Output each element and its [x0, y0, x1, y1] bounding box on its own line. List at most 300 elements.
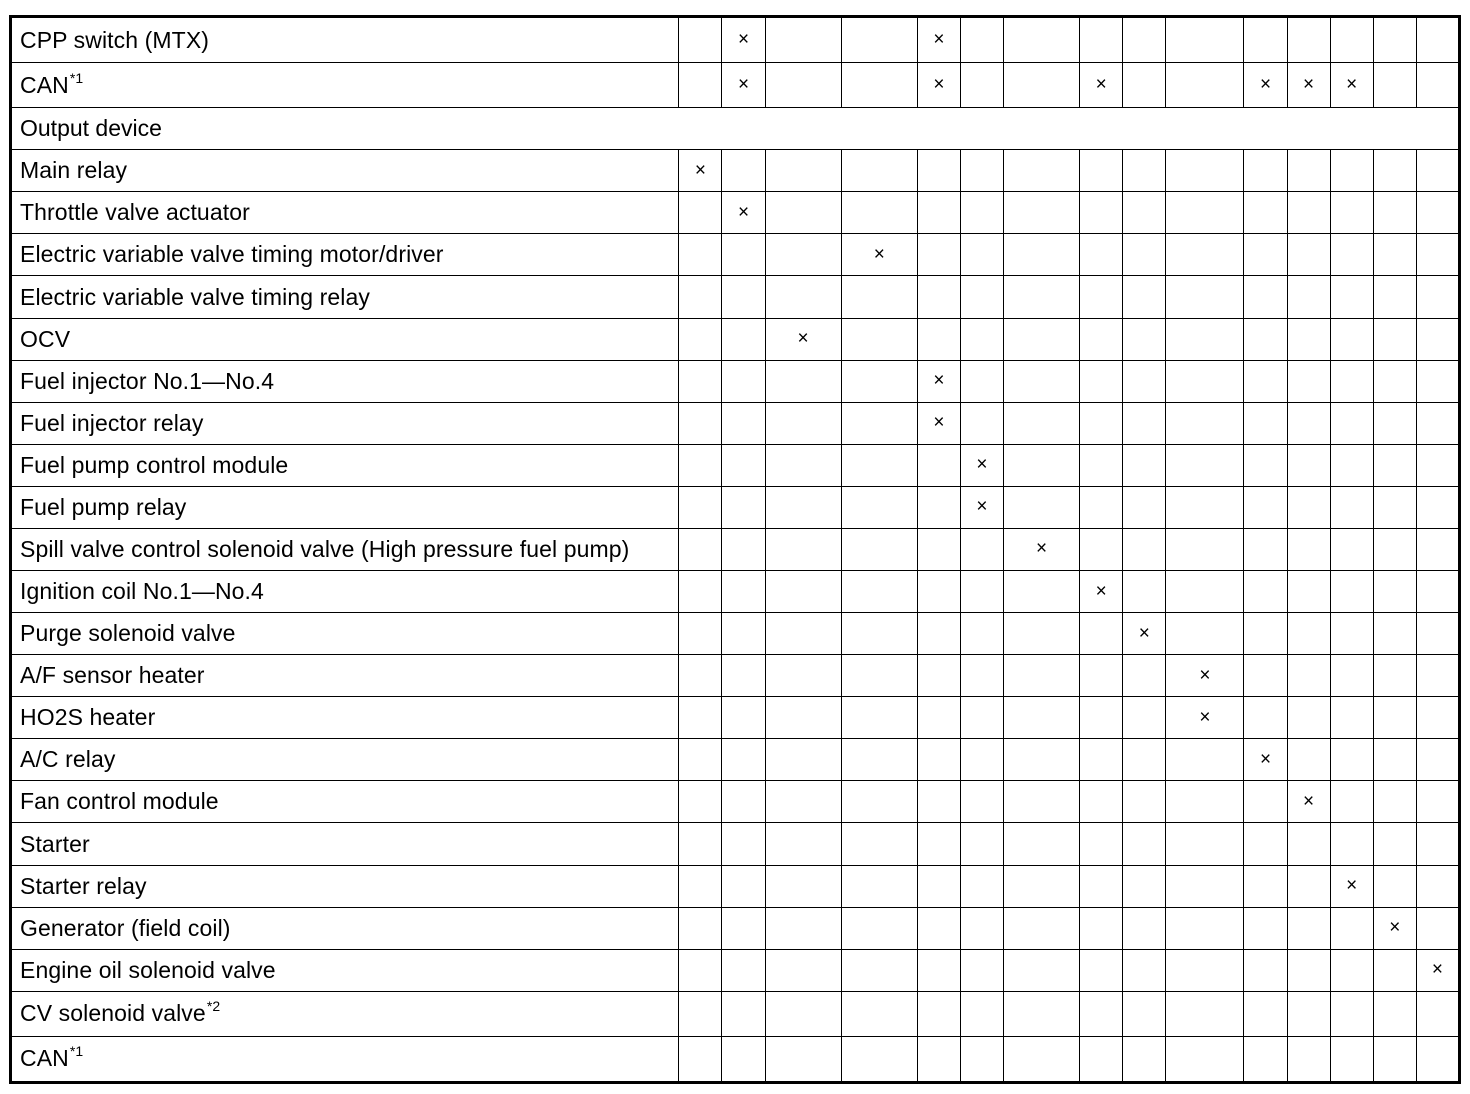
empty-cell [1287, 234, 1330, 276]
empty-cell [679, 17, 722, 63]
table-row [11, 823, 1460, 865]
empty-cell [1287, 1036, 1330, 1082]
empty-cell [1080, 991, 1123, 1036]
empty-cell [1373, 486, 1416, 528]
empty-cell [1373, 17, 1416, 63]
check-mark-cell: × [1166, 697, 1244, 739]
empty-cell [1123, 360, 1166, 402]
empty-cell [1166, 1036, 1244, 1082]
empty-cell [1080, 486, 1123, 528]
empty-cell [1330, 907, 1373, 949]
empty-cell [1416, 528, 1459, 570]
empty-cell [1166, 276, 1244, 318]
empty-cell [722, 276, 765, 318]
empty-cell [841, 444, 917, 486]
table-row [11, 150, 1460, 192]
check-mark-cell: × [1244, 739, 1287, 781]
empty-cell [1330, 1036, 1373, 1082]
empty-cell [841, 1036, 917, 1082]
empty-cell [679, 907, 722, 949]
empty-cell [1287, 697, 1330, 739]
empty-cell [1373, 234, 1416, 276]
row-label-text: Main relay [20, 157, 128, 184]
empty-cell [679, 613, 722, 655]
empty-cell [765, 486, 841, 528]
table-row [11, 360, 1460, 402]
empty-cell [1330, 402, 1373, 444]
empty-cell [679, 865, 722, 907]
check-mark-cell: × [1330, 865, 1373, 907]
empty-cell [1416, 655, 1459, 697]
empty-cell [1416, 1036, 1459, 1082]
check-mark-cell: × [1123, 613, 1166, 655]
empty-cell [1166, 360, 1244, 402]
row-label [11, 907, 679, 949]
empty-cell [841, 865, 917, 907]
empty-cell [917, 276, 960, 318]
empty-cell [917, 318, 960, 360]
empty-cell [765, 781, 841, 823]
empty-cell [841, 613, 917, 655]
empty-cell [917, 865, 960, 907]
empty-cell [917, 655, 960, 697]
empty-cell [765, 823, 841, 865]
empty-cell [1004, 192, 1080, 234]
check-mark-cell: × [722, 17, 765, 63]
row-label [11, 444, 679, 486]
empty-cell [765, 402, 841, 444]
empty-cell [1287, 907, 1330, 949]
empty-cell [1416, 781, 1459, 823]
empty-cell [1004, 655, 1080, 697]
empty-cell [1166, 444, 1244, 486]
empty-cell [960, 739, 1003, 781]
row-label-text: Throttle valve actuator [20, 199, 250, 226]
empty-cell [1004, 907, 1080, 949]
empty-cell [765, 276, 841, 318]
empty-cell [1123, 402, 1166, 444]
empty-cell [841, 63, 917, 108]
empty-cell [1416, 192, 1459, 234]
empty-cell [1080, 192, 1123, 234]
empty-cell [917, 739, 960, 781]
empty-cell [1004, 360, 1080, 402]
empty-cell [722, 781, 765, 823]
row-label [11, 486, 679, 528]
empty-cell [960, 234, 1003, 276]
empty-cell [1080, 234, 1123, 276]
table-row [11, 613, 1460, 655]
empty-cell [1166, 865, 1244, 907]
empty-cell [1004, 991, 1080, 1036]
empty-cell [679, 739, 722, 781]
empty-cell [1416, 991, 1459, 1036]
empty-cell [1123, 949, 1166, 991]
empty-cell [1287, 192, 1330, 234]
empty-cell [679, 697, 722, 739]
empty-cell [841, 276, 917, 318]
empty-cell [765, 613, 841, 655]
empty-cell [1004, 823, 1080, 865]
empty-cell [1123, 486, 1166, 528]
empty-cell [1416, 823, 1459, 865]
empty-cell [960, 907, 1003, 949]
empty-cell [1004, 739, 1080, 781]
empty-cell [841, 318, 917, 360]
empty-cell [1123, 528, 1166, 570]
empty-cell [722, 234, 765, 276]
empty-cell [1244, 991, 1287, 1036]
empty-cell [1166, 150, 1244, 192]
empty-cell [679, 823, 722, 865]
empty-cell [1373, 865, 1416, 907]
empty-cell [1123, 823, 1166, 865]
empty-cell [1166, 613, 1244, 655]
check-mark-cell: × [722, 192, 765, 234]
empty-cell [1004, 613, 1080, 655]
row-label-text: A/C relay [20, 746, 116, 773]
empty-cell [1416, 360, 1459, 402]
empty-cell [1080, 739, 1123, 781]
empty-cell [1416, 318, 1459, 360]
empty-cell [1330, 360, 1373, 402]
empty-cell [917, 613, 960, 655]
row-label [11, 192, 679, 234]
empty-cell [1080, 781, 1123, 823]
table-row [11, 949, 1460, 991]
check-mark-cell: × [1416, 949, 1459, 991]
empty-cell [1244, 865, 1287, 907]
table-row [11, 486, 1460, 528]
check-mark-cell: × [841, 234, 917, 276]
empty-cell [1373, 823, 1416, 865]
empty-cell [765, 360, 841, 402]
row-label-text: Fan control module [20, 788, 219, 815]
empty-cell [960, 781, 1003, 823]
empty-cell [841, 739, 917, 781]
table-row [11, 865, 1460, 907]
empty-cell [960, 318, 1003, 360]
empty-cell [765, 991, 841, 1036]
empty-cell [765, 697, 841, 739]
empty-cell [1330, 528, 1373, 570]
empty-cell [1004, 571, 1080, 613]
empty-cell [917, 1036, 960, 1082]
empty-cell [841, 781, 917, 823]
row-label [11, 781, 679, 823]
row-label [11, 63, 679, 108]
empty-cell [765, 192, 841, 234]
empty-cell [1373, 697, 1416, 739]
empty-cell [917, 234, 960, 276]
empty-cell [841, 823, 917, 865]
empty-cell [1244, 907, 1287, 949]
empty-cell [722, 318, 765, 360]
empty-cell [1244, 949, 1287, 991]
empty-cell [765, 528, 841, 570]
empty-cell [1244, 528, 1287, 570]
row-label [11, 360, 679, 402]
row-label-text: A/F sensor heater [20, 662, 205, 689]
empty-cell [917, 781, 960, 823]
row-label-text: CAN [20, 1045, 69, 1072]
empty-cell [1287, 360, 1330, 402]
empty-cell [841, 991, 917, 1036]
footnote-marker: *1 [69, 1043, 84, 1060]
empty-cell [1330, 17, 1373, 63]
row-label-text: Fuel injector No.1—No.4 [20, 367, 275, 394]
row-label [11, 17, 679, 63]
empty-cell [1080, 276, 1123, 318]
empty-cell [960, 192, 1003, 234]
check-mark-cell: × [917, 402, 960, 444]
empty-cell [1080, 444, 1123, 486]
empty-cell [1004, 150, 1080, 192]
empty-cell [1244, 192, 1287, 234]
empty-cell [1416, 444, 1459, 486]
empty-cell [722, 613, 765, 655]
section-header-row [11, 108, 1460, 150]
empty-cell [722, 949, 765, 991]
empty-cell [1123, 150, 1166, 192]
empty-cell [722, 444, 765, 486]
footnote-marker: *2 [206, 998, 221, 1015]
empty-cell [1287, 402, 1330, 444]
empty-cell [841, 571, 917, 613]
row-label-text: Electric variable valve timing relay [20, 283, 371, 310]
row-label [11, 739, 679, 781]
empty-cell [1373, 360, 1416, 402]
row-label-text: Fuel pump relay [20, 493, 187, 520]
empty-cell [1166, 949, 1244, 991]
empty-cell [960, 949, 1003, 991]
empty-cell [917, 571, 960, 613]
table-row [11, 276, 1460, 318]
empty-cell [1373, 318, 1416, 360]
empty-cell [1287, 739, 1330, 781]
table-row [11, 991, 1460, 1036]
empty-cell [960, 1036, 1003, 1082]
empty-cell [917, 949, 960, 991]
empty-cell [1330, 318, 1373, 360]
empty-cell [1330, 150, 1373, 192]
empty-cell [1287, 949, 1330, 991]
empty-cell [1166, 402, 1244, 444]
empty-cell [960, 823, 1003, 865]
empty-cell [1287, 486, 1330, 528]
empty-cell [722, 655, 765, 697]
empty-cell [841, 360, 917, 402]
empty-cell [917, 991, 960, 1036]
empty-cell [1244, 360, 1287, 402]
empty-cell [1330, 192, 1373, 234]
empty-cell [917, 150, 960, 192]
empty-cell [1330, 823, 1373, 865]
empty-cell [722, 907, 765, 949]
empty-cell [1416, 234, 1459, 276]
empty-cell [1287, 276, 1330, 318]
empty-cell [1373, 991, 1416, 1036]
empty-cell [679, 781, 722, 823]
empty-cell [1080, 613, 1123, 655]
empty-cell [722, 486, 765, 528]
row-label-text: Ignition coil No.1—No.4 [20, 578, 264, 605]
empty-cell [1330, 613, 1373, 655]
empty-cell [1123, 865, 1166, 907]
empty-cell [1244, 318, 1287, 360]
empty-cell [1416, 907, 1459, 949]
empty-cell [960, 528, 1003, 570]
empty-cell [679, 444, 722, 486]
empty-cell [1373, 150, 1416, 192]
empty-cell [960, 150, 1003, 192]
empty-cell [679, 318, 722, 360]
empty-cell [1330, 739, 1373, 781]
row-label [11, 697, 679, 739]
empty-cell [1080, 655, 1123, 697]
check-mark-cell: × [1330, 63, 1373, 108]
check-mark-cell: × [960, 486, 1003, 528]
empty-cell [1287, 17, 1330, 63]
check-mark-cell: × [1080, 571, 1123, 613]
empty-cell [1166, 823, 1244, 865]
empty-cell [1330, 949, 1373, 991]
empty-cell [679, 655, 722, 697]
empty-cell [917, 192, 960, 234]
empty-cell [1416, 865, 1459, 907]
check-mark-cell: × [1373, 907, 1416, 949]
empty-cell [1373, 444, 1416, 486]
row-label [11, 991, 679, 1036]
empty-cell [1004, 234, 1080, 276]
row-label-text: HO2S heater [20, 704, 156, 731]
empty-cell [1416, 613, 1459, 655]
table-row [11, 318, 1460, 360]
empty-cell [1123, 697, 1166, 739]
empty-cell [917, 486, 960, 528]
empty-cell [1004, 865, 1080, 907]
empty-cell [960, 276, 1003, 318]
empty-cell [765, 63, 841, 108]
empty-cell [679, 1036, 722, 1082]
row-label-text: Purge solenoid valve [20, 620, 236, 647]
empty-cell [722, 1036, 765, 1082]
empty-cell [1373, 402, 1416, 444]
empty-cell [917, 907, 960, 949]
table-row [11, 17, 1460, 63]
empty-cell [1080, 402, 1123, 444]
empty-cell [1373, 655, 1416, 697]
empty-cell [841, 949, 917, 991]
empty-cell [1166, 739, 1244, 781]
empty-cell [1080, 949, 1123, 991]
empty-cell [1287, 823, 1330, 865]
row-label [11, 234, 679, 276]
check-mark-cell: × [1004, 528, 1080, 570]
empty-cell [722, 150, 765, 192]
empty-cell [765, 949, 841, 991]
empty-cell [679, 63, 722, 108]
empty-cell [1244, 444, 1287, 486]
empty-cell [1080, 318, 1123, 360]
empty-cell [1080, 697, 1123, 739]
empty-cell [1244, 823, 1287, 865]
table-row [11, 192, 1460, 234]
empty-cell [1287, 655, 1330, 697]
empty-cell [1416, 276, 1459, 318]
empty-cell [679, 402, 722, 444]
table-row [11, 234, 1460, 276]
empty-cell [1004, 276, 1080, 318]
empty-cell [1416, 150, 1459, 192]
row-label-text: Generator (field coil) [20, 914, 231, 941]
row-label-text: Fuel pump control module [20, 451, 289, 478]
check-mark-cell: × [679, 150, 722, 192]
empty-cell [1123, 571, 1166, 613]
empty-cell [1287, 444, 1330, 486]
empty-cell [722, 865, 765, 907]
empty-cell [841, 907, 917, 949]
empty-cell [1244, 613, 1287, 655]
empty-cell [1123, 1036, 1166, 1082]
empty-cell [1166, 907, 1244, 949]
empty-cell [1166, 991, 1244, 1036]
empty-cell [722, 360, 765, 402]
table-row [11, 907, 1460, 949]
row-label-text: CV solenoid valve [20, 1000, 206, 1027]
empty-cell [1244, 402, 1287, 444]
row-label [11, 949, 679, 991]
empty-cell [1123, 739, 1166, 781]
device-matrix-table [9, 15, 1461, 1084]
empty-cell [1004, 697, 1080, 739]
empty-cell [1166, 528, 1244, 570]
empty-cell [1080, 865, 1123, 907]
empty-cell [1373, 192, 1416, 234]
empty-cell [1080, 1036, 1123, 1082]
empty-cell [765, 1036, 841, 1082]
empty-cell [1330, 781, 1373, 823]
row-label-text: Spill valve control solenoid valve (High pressure fuel pump) [20, 535, 630, 562]
row-label-text: Electric variable valve timing motor/driver [20, 241, 444, 268]
empty-cell [1080, 528, 1123, 570]
empty-cell [1004, 402, 1080, 444]
empty-cell [1166, 63, 1244, 108]
empty-cell [1166, 234, 1244, 276]
empty-cell [1123, 192, 1166, 234]
empty-cell [1080, 17, 1123, 63]
empty-cell [1123, 276, 1166, 318]
row-label [11, 571, 679, 613]
table-row [11, 444, 1460, 486]
empty-cell [1373, 571, 1416, 613]
empty-cell [1287, 528, 1330, 570]
empty-cell [765, 234, 841, 276]
table-row [11, 655, 1460, 697]
empty-cell [1373, 528, 1416, 570]
empty-cell [1166, 192, 1244, 234]
empty-cell [1373, 1036, 1416, 1082]
empty-cell [1244, 781, 1287, 823]
table-row [11, 528, 1460, 570]
table-row [11, 571, 1460, 613]
empty-cell [765, 571, 841, 613]
empty-cell [1244, 697, 1287, 739]
row-label [11, 402, 679, 444]
empty-cell [960, 865, 1003, 907]
empty-cell [960, 697, 1003, 739]
row-label [11, 276, 679, 318]
